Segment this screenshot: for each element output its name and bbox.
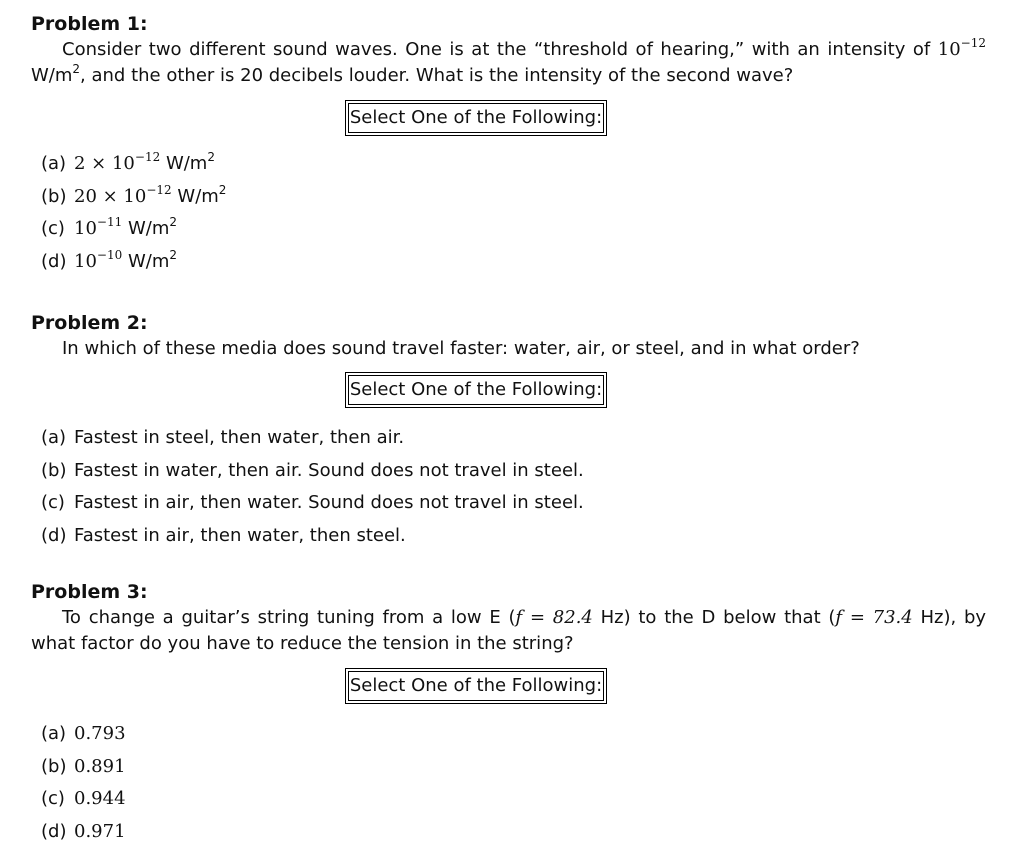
problem-statement: In which of these media does sound travel faster: water, air, or steel, and in what order? [62,338,860,359]
option-c[interactable]: (c) $10^{-11}$ $W/m^2$ [41,215,177,239]
options-list [41,422,584,552]
problem-title: Problem 3: [31,581,148,603]
problem-2 [31,312,986,362]
option-d[interactable]: (d) Fastest in air, then water, then steel. [41,524,406,546]
select-one-button[interactable]: Select One of the Following: [348,103,604,133]
select-one-button[interactable]: Select One of the Following: [348,671,604,701]
option-c[interactable]: (c) Fastest in air, then water. Sound does not travel in steel. [41,492,584,513]
option-b[interactable]: (b) $20 \times 10^{-12}$ $W/m^2$ [41,182,227,207]
problem-title: Problem 2: [31,312,148,334]
problem-statement: To change a guitar’s string tuning from a low E (f = 82.4 Hz) to the D below that (f = 73.4 Hz), by what factor do you have to reduce the tension in the string? [31,607,987,654]
problem-title: Problem 1: [31,13,148,35]
problem-statement: Consider two different sound waves. One is at the “threshold of hearing,” with an intensity of $10^{-12}$ $W/m^2$, and the other is 20 decibels louder. What is the intensity of the second wave? [31,36,986,86]
option-d[interactable]: (d) 0.971 [41,820,126,842]
option-a[interactable]: (a) Fastest in steel, then water, then air. [41,427,405,448]
option-a[interactable]: (a) 0.793 [41,723,126,744]
option-b[interactable]: (b) 0.891 [41,755,126,777]
select-one-button[interactable]: Select One of the Following: [348,375,604,405]
problem-3 [31,581,986,657]
option-c[interactable]: (c) 0.944 [41,788,126,809]
option-b[interactable]: (b) Fastest in water, then air. Sound does not travel in steel. [41,459,584,481]
problem-1 [31,13,986,89]
option-d[interactable]: (d) $10^{-10}$ $W/m^2$ [41,247,177,272]
options-list [41,718,126,848]
option-a[interactable]: (a) $2 \times 10^{-12}$ $W/m^2$ [41,150,215,174]
options-list [41,148,226,278]
